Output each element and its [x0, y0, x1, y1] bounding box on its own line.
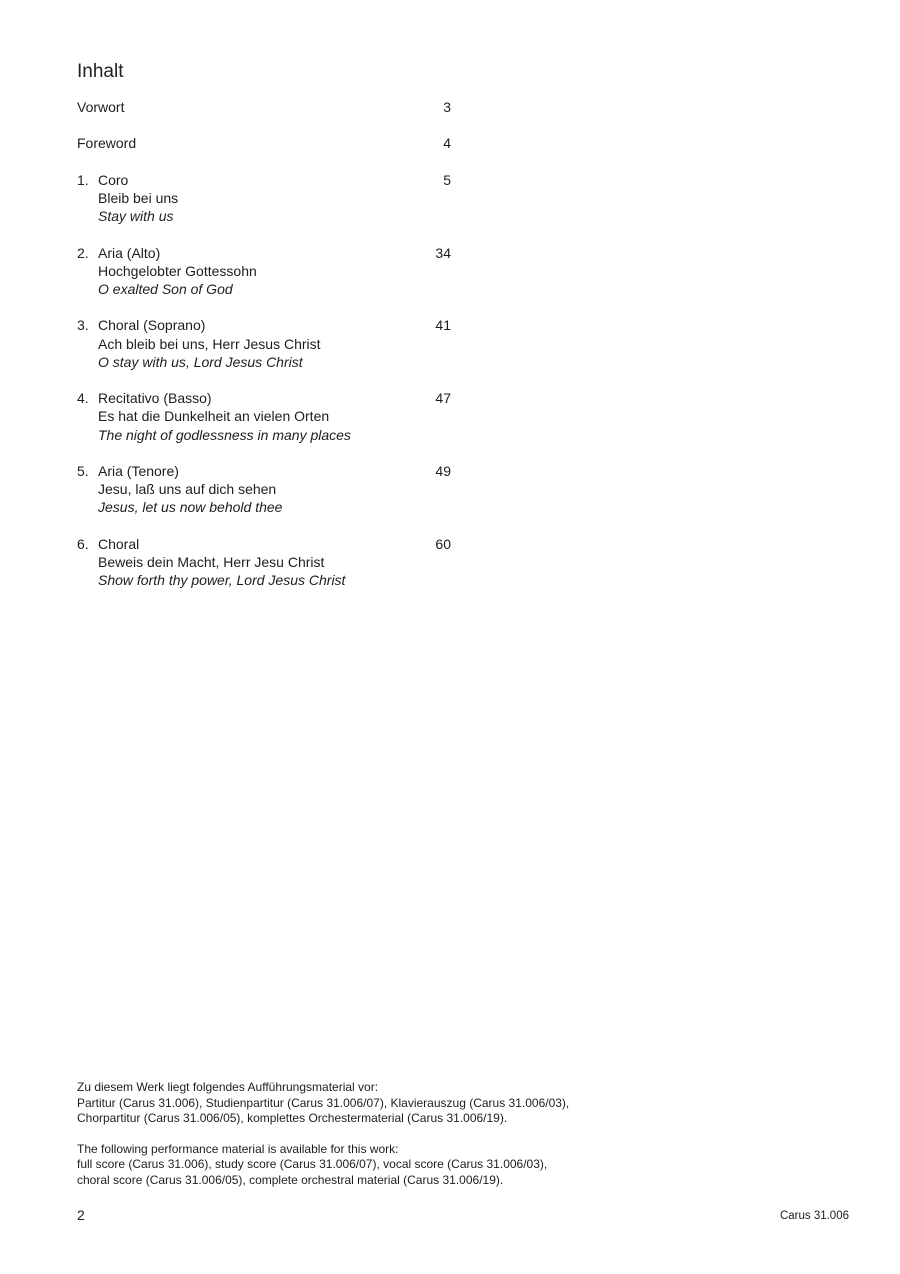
catalog-number: Carus 31.006 [779, 1210, 849, 1222]
material-line: full score (Carus 31.006), study score (Carus 31.006/07), vocal score (Carus 31.006/03), [77, 1157, 548, 1171]
toc-entry-3[interactable] [77, 316, 451, 371]
material-line: Zu diesem Werk liegt folgendes Aufführungsmaterial vor: [77, 1080, 379, 1094]
material-note-german [77, 1080, 697, 1127]
toc-entry-title: Foreword [77, 135, 137, 152]
material-line: Chorpartitur (Carus 31.006/05), komplettes Orchestermaterial (Carus 31.006/19). [77, 1111, 508, 1125]
toc-entry-page: 49 [435, 462, 451, 479]
toc-entry-movement: Aria (Alto) [98, 244, 161, 261]
toc-entry-page: 3 [443, 99, 451, 115]
toc-entry-page: 34 [435, 244, 451, 261]
toc-entry-translation: Jesus, let us now behold thee [98, 499, 283, 516]
toc-entry-number: 6. [77, 535, 89, 552]
toc-entry-1[interactable] [77, 171, 451, 226]
toc-entry-text: Ach bleib bei uns, Herr Jesus Christ [98, 335, 321, 352]
toc-entry-translation: Stay with us [98, 208, 174, 225]
toc-entry-text: Beweis dein Macht, Herr Jesu Christ [98, 553, 325, 570]
table-of-contents [77, 98, 451, 608]
toc-entry-translation: O stay with us, Lord Jesus Christ [98, 353, 303, 370]
toc-entry-6[interactable] [77, 535, 451, 590]
toc-entry-number: 2. [77, 244, 89, 261]
material-line: Partitur (Carus 31.006), Studienpartitur (Carus 31.006/07), Klavierauszug (Carus 31.006/03), [77, 1095, 570, 1110]
toc-entry-page: 47 [435, 390, 451, 407]
toc-entry-translation: Show forth thy power, Lord Jesus Christ [98, 572, 346, 589]
toc-entry-number: 5. [77, 462, 89, 479]
page-title: Inhalt [77, 61, 124, 82]
toc-entry-text: Bleib bei uns [98, 189, 179, 206]
toc-entry-movement: Choral (Soprano) [98, 317, 206, 334]
toc-entry-2[interactable] [77, 244, 451, 299]
toc-entry-page: 41 [435, 317, 451, 334]
page-number: 2 [77, 1207, 85, 1223]
toc-entry-movement: Choral [98, 535, 140, 552]
toc-entry-title: Vorwort [77, 99, 125, 115]
material-line: The following performance material is available for this work: [77, 1141, 399, 1156]
performance-material-note [77, 1080, 697, 1203]
toc-entry-5[interactable] [77, 462, 451, 517]
toc-entry-number: 1. [77, 171, 89, 188]
toc-entry-translation: O exalted Son of God [98, 280, 233, 297]
toc-entry-text: Es hat die Dunkelheit an vielen Orten [98, 408, 330, 425]
toc-entry-number: 4. [77, 390, 89, 407]
toc-entry-movement: Aria (Tenore) [98, 462, 179, 479]
material-line: choral score (Carus 31.006/05), complete orchestral material (Carus 31.006/19). [77, 1172, 504, 1187]
toc-entry-movement: Recitativo (Basso) [98, 390, 212, 407]
toc-entry-4[interactable] [77, 389, 451, 444]
toc-entry-foreword[interactable] [77, 134, 451, 152]
toc-entry-translation: The night of godlessness in many places [98, 426, 351, 443]
toc-entry-number: 3. [77, 317, 89, 334]
toc-entry-movement: Coro [98, 171, 129, 188]
toc-entry-text: Hochgelobter Gottessohn [98, 262, 257, 279]
toc-entry-page: 4 [443, 135, 451, 152]
toc-entry-text: Jesu, laß uns auf dich sehen [98, 481, 277, 498]
material-note-english [77, 1142, 697, 1189]
toc-entry-vorwort[interactable] [77, 98, 451, 116]
toc-entry-page: 60 [435, 535, 451, 552]
toc-entry-page: 5 [443, 171, 451, 188]
